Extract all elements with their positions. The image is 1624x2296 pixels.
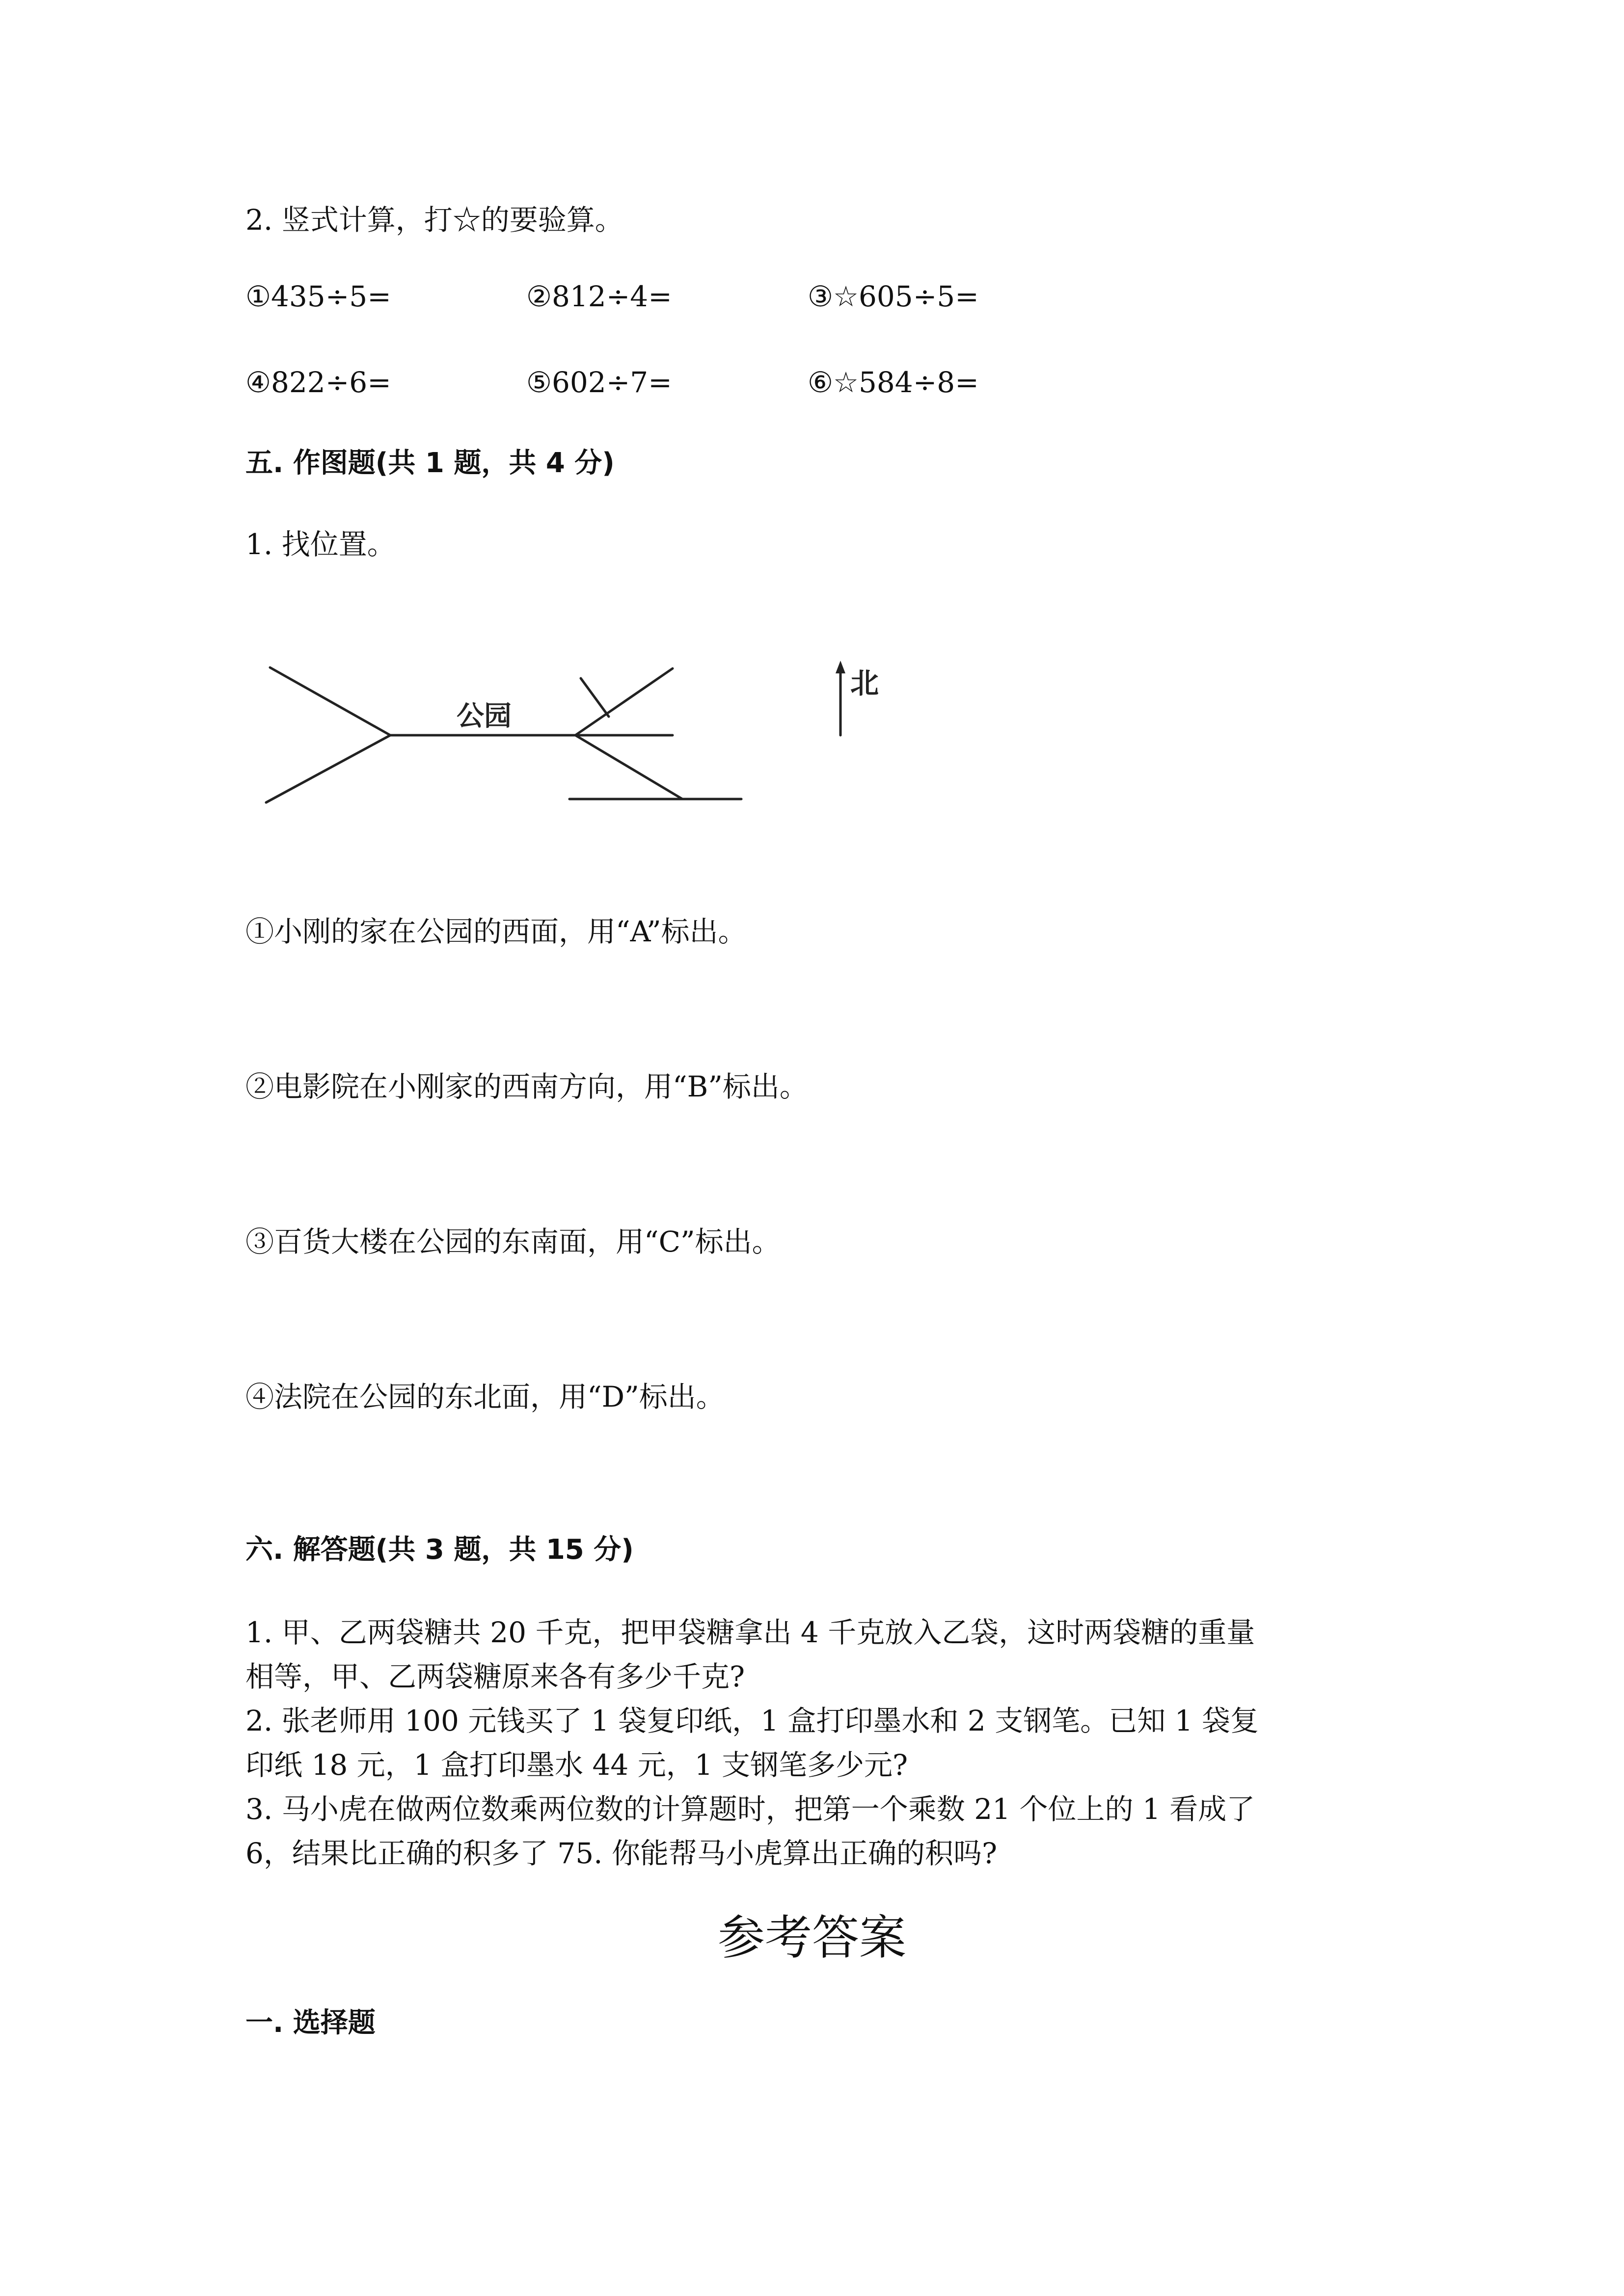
- location-map: [245, 638, 933, 825]
- calc-item-3: ③☆605÷5=: [808, 280, 979, 313]
- section-heading: 一. 选择题: [245, 2007, 376, 2039]
- task-item: ①小刚的家在公园的西面，用“A”标出。: [245, 915, 747, 948]
- map-road: [270, 667, 390, 735]
- north-label: 北: [850, 667, 879, 700]
- question-title: 2. 竖式计算，打☆的要验算。: [245, 203, 623, 237]
- section-heading: 五. 作图题(共 1 题，共 4 分): [245, 447, 615, 479]
- problem-line: 印纸 18 元，1 盒打印墨水 44 元，1 支钢笔多少元?: [245, 1748, 908, 1782]
- section-heading: 六. 解答题(共 3 题，共 15 分): [245, 1534, 634, 1566]
- task-item: ④法院在公园的东北面，用“D”标出。: [245, 1380, 725, 1414]
- calc-item-2: ②812÷4=: [526, 280, 672, 313]
- problem-line: 3. 马小虎在做两位数乘两位数的计算题时，把第一个乘数 21 个位上的 1 看成了: [245, 1792, 1255, 1826]
- problem-line: 相等，甲、乙两袋糖原来各有多少千克?: [245, 1660, 745, 1693]
- map-road: [581, 678, 609, 717]
- calc-item-5: ⑤602÷7=: [526, 366, 672, 399]
- task-item: ③百货大楼在公园的东南面，用“C”标出。: [245, 1225, 781, 1258]
- problem-line: 2. 张老师用 100 元钱买了 1 袋复印纸，1 盒打印墨水和 2 支钢笔。已知 1 袋复: [245, 1704, 1259, 1737]
- problem-line: 6，结果比正确的积多了 75. 你能帮马小虎算出正确的积吗?: [245, 1837, 998, 1870]
- north-arrow-head: [836, 661, 845, 673]
- calc-item-4: ④822÷6=: [245, 366, 391, 399]
- task-item: ②电影院在小刚家的西南方向，用“B”标出。: [245, 1070, 808, 1103]
- map-road: [266, 735, 390, 802]
- calc-item-1: ①435÷5=: [245, 280, 391, 313]
- map-road: [575, 735, 682, 799]
- map-road: [575, 668, 673, 735]
- question-title: 1. 找位置。: [245, 528, 396, 561]
- park-label: 公园: [457, 700, 512, 732]
- answers-title: 参考答案: [718, 1910, 906, 1965]
- calc-item-6: ⑥☆584÷8=: [808, 366, 979, 399]
- problem-line: 1. 甲、乙两袋糖共 20 千克，把甲袋糖拿出 4 千克放入乙袋，这时两袋糖的重量: [245, 1616, 1255, 1649]
